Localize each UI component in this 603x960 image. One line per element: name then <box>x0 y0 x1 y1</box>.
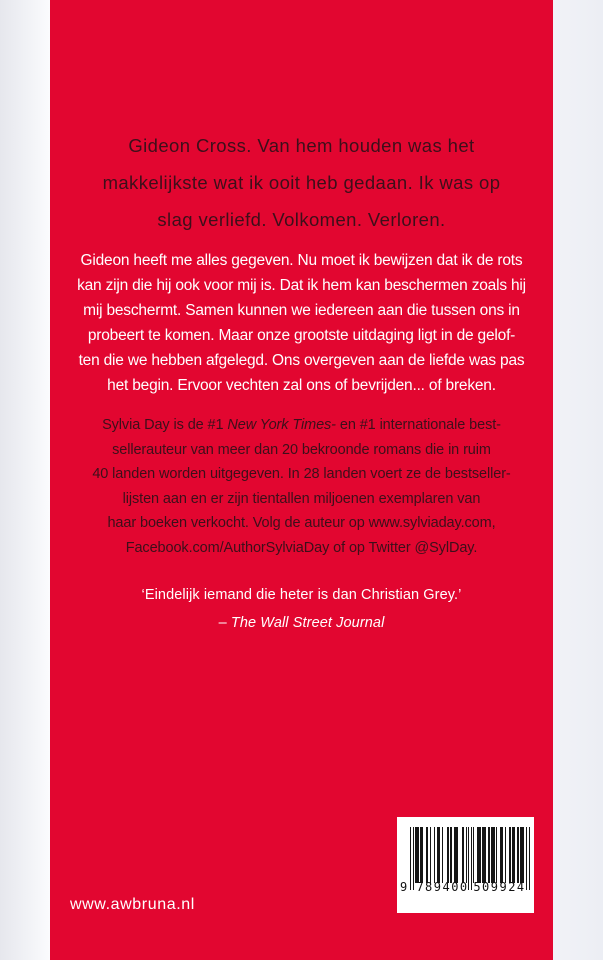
book-back-cover <box>50 0 553 960</box>
barcode-digit-prefix: 9 <box>400 880 408 894</box>
author-bio: Sylvia Day is de #1 New York Times- en #1 internationale best- sellerauteur van meer dan 20 bekroonde romans die in ruim 40 landen worden uitgegeven. In 28 landen voert ze de bestseller- lijsten aan en er zijn tientallen miljoenen exemplaren van haar boeken verkocht. Volg de auteur op www.sylviaday.com, Facebook.com/AuthorSylviaDay of op Twitter @SylDay. <box>92 417 511 556</box>
barcode-digits-left: 789400 <box>416 880 469 894</box>
publisher-url: www.awbruna.nl <box>70 896 195 913</box>
barcode-digits-right: 509924 <box>473 880 526 894</box>
barcode <box>397 817 534 913</box>
barcode-number <box>397 880 534 896</box>
tagline: Gideon Cross. Van hem houden was het makkelijkste wat ik ooit heb gedaan. Ik was op slag verliefd. Volkomen. Verloren. <box>102 135 501 230</box>
blurb-text: Gideon heeft me alles gegeven. Nu moet ik bewijzen dat ik de rots kan zijn die hij ook voor mij is. Dat ik hem kan beschermen zoals hij mij beschermt. Samen kunnen we iedereen aan die tussen ons in probeert te komen. Maar onze grootste uitdaging ligt in de gelof- ten die we hebben afgelegd. Ons overgeven aan de liefde was pas het begin. Ervoor vechten zal ons of bevrijden... of breken. <box>77 252 526 394</box>
press-quote: ‘Eindelijk iemand die heter is dan Christian Grey.’ – The Wall Street Journal <box>141 587 462 631</box>
